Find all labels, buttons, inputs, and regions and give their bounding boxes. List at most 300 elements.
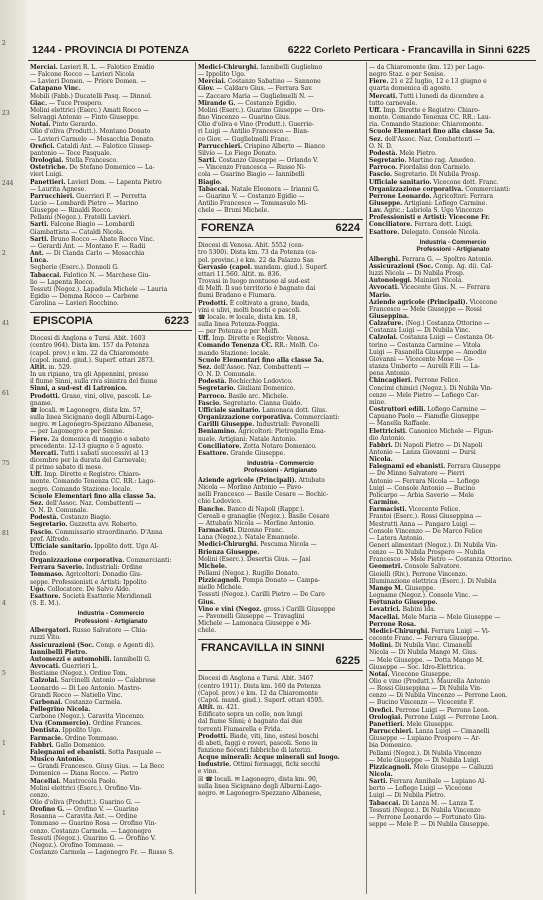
text-line: (centro 1911). Dista km. 160 da Potenza <box>198 682 321 690</box>
text-line: Ugo. Collocatore. De Salvo Aldo. <box>30 585 131 593</box>
text-line: Esattore. Delegato. Console Nicola. <box>369 228 481 236</box>
text-line: ☎ locali. ✉ Lagonegro, dista km. 57, <box>30 406 143 414</box>
text-line: Gius. <box>198 598 216 606</box>
text-line: Nicola — Di Nubila Mango M. Gius. <box>369 649 478 657</box>
text-line: Autonoleggi. Mainieri Nicola. <box>369 277 464 285</box>
text-line: Tabaccai. Falotico N. — Marchese Giu- <box>30 271 151 279</box>
text-line: torrenti Fiumarella e Frida. <box>198 725 283 733</box>
text-line: Brienza Giuseppe. <box>198 548 260 556</box>
text-line: cenzo. Costanzo Carmela. — Lagonegro <box>30 827 152 835</box>
text-line: Orofino G. — Orofino V. — Guarino <box>30 806 139 814</box>
text-line: — Vincenzo Francesca — Russo Ni- <box>198 164 306 172</box>
text-line: Conciliatore. Ferrara dott. Luigi. <box>369 221 473 229</box>
text-line: cenzo — Di Nubila Prospero — Nubila <box>369 549 485 557</box>
text-line: Giac. — Tuce Prospero. <box>30 99 103 107</box>
margin-mark: 81 <box>2 530 10 537</box>
text-line: Fiere. 21 e 22 luglio, 12 e 13 giugno e <box>369 78 487 86</box>
text-line: ri Luigi — Antilio Francesco — Bian- <box>198 128 309 136</box>
town-heading-francavilla <box>198 639 363 671</box>
text-line: O. N. D. Comunale. <box>198 371 257 379</box>
text-line: (capol. prov.) e km. 22 da Chiaromonte <box>30 349 149 357</box>
text-line: O. N. D. <box>369 142 393 150</box>
text-line: Olio d'oliva (Produtt.). Montano Donato <box>30 128 151 136</box>
text-line: il primo sabato di mese. <box>30 464 104 472</box>
text-line: — Laurita Agnese. <box>30 185 87 193</box>
text-line: ☒ ☎ locali. ✉ Lagonegro, dista km. 90, <box>198 775 318 783</box>
text-line: — Perrone Leonardo — Fortunato Giu- <box>369 813 487 821</box>
text-line: Molini elettrici (Eserc.). Orofino Vin- <box>30 784 142 792</box>
text-line: Fiere. 2a domenica di maggio e sabato <box>30 435 150 443</box>
section-heading <box>30 610 192 625</box>
text-line: Diocesi di Venosa. Abit. 5552 (cen- <box>198 242 304 250</box>
text-line: Dentista. Ippolito Ugo. <box>30 727 103 735</box>
text-line: Medici-Chirurghi. Iannibelli Guglielmo <box>198 64 323 71</box>
text-line: Pellami (Negoz.). Rugillo Donato. <box>198 570 300 577</box>
text-line: Segherie (Eserc.). Donnoli G. <box>30 264 119 272</box>
margin-mark: 75 <box>2 460 10 467</box>
text-line: Carbone (Negoz.). Caravita Vincenzo. <box>30 713 145 721</box>
text-line: Mango M. Giuseppe. <box>369 584 436 592</box>
margin-mark: 41 <box>2 320 10 327</box>
text-line: Pellegrino Nicola. <box>30 705 91 713</box>
text-line: Uff. Imp. Dirette e Registro: Chiaro- <box>369 106 480 114</box>
text-line: Mobili (Fabb.) Ducatelli Pasq. — Dinnol. <box>30 92 152 100</box>
text-line: Molini elettrici (Eserc.) Amati Rocco — <box>30 106 150 114</box>
francavilla-description <box>198 675 363 797</box>
text-line: — Falcone Rocco — Lavieri Nicola <box>30 71 135 79</box>
text-line: Falegnami ed ebanisti. Ferrara Giuseppe <box>369 463 501 471</box>
text-line: (centro 964). Dista km. 157 da Potenza <box>30 342 150 350</box>
text-line: Bestiame (Negoz.). Ordine Tom. <box>30 670 128 678</box>
text-line: Carolina — Lavieri Rocchino. <box>30 300 119 308</box>
text-line: nuele. Artigiani: Natale Antonio. <box>198 435 297 443</box>
text-line: pol. provinc.) e km. 22 da Palazzo San <box>198 256 314 264</box>
text-line: Mario. <box>369 291 391 299</box>
text-line: cenzo — Di Nubila Vincenzo — Perrone Leon. <box>369 692 508 700</box>
section-title: Industria - Commercio <box>247 459 314 467</box>
text-line: Olio d'oliva e Vino (Produtt.). Guerrie- <box>198 121 314 129</box>
text-line: Costanza Luigi — Di Nubila Vinc. <box>369 327 471 335</box>
text-line: nelli Francesco — Basile Cesare — Bochic- <box>198 491 329 499</box>
text-line: (Negoz.). Orofino Tommaso. — <box>30 841 124 849</box>
text-line: dio Antonio. <box>369 434 406 442</box>
text-line: seppe. Professionisti e Artisti: Ippolito <box>30 578 147 586</box>
header-left: 1244 - PROVINCIA DI POTENZA <box>32 44 190 56</box>
text-line: seppe — Mele P. — Di Nubila Giuseppe. <box>369 821 490 829</box>
text-line: Iannibelli Pietro. <box>30 648 88 656</box>
text-line: — da Chiaromonte (km. 12) per Lago- <box>369 64 485 71</box>
text-line: (capol. mand. giud.). Superf. ettari 2873. <box>30 356 155 364</box>
margin-mark: 23 <box>2 110 10 117</box>
text-line: Antonio — Lanza Giovanni — Dursi <box>369 448 476 456</box>
text-line: Segretario. Giuliani Domenico. <box>198 385 296 393</box>
text-line: Parroco. Fiordalisi don Carmelo. <box>369 164 471 172</box>
text-line: Sinni, a sud-est di Latronico. <box>30 385 128 393</box>
text-line: — Mele Giuseppe. — Dotta Mango M. <box>369 656 484 664</box>
text-line: Beniamino. Agricoltori: Pietrogalla Ema- <box>198 428 326 436</box>
text-line: Molini (Eserc.). Desertis Gius. — Jasi <box>198 555 311 563</box>
town-heading-episcopia <box>30 312 192 331</box>
text-line: — Manella Raffaele. <box>369 420 431 428</box>
text-line: Fascio. Segretario. Di Nubila Prosp. <box>369 171 481 179</box>
text-line: — Pavonelli Giuseppe — Travaglini <box>198 612 305 620</box>
text-line: cola — Guarino Biagio — Iannibelli <box>198 171 305 179</box>
text-line: — Zaccaro Maria — Guglielmelli N. — <box>198 92 314 100</box>
text-line: bia Domenico. <box>369 742 413 750</box>
text-line: Tessuti (Negoz.). Carilli Pietro — De Caro <box>198 591 325 599</box>
town-name: FORENZA <box>201 222 255 235</box>
text-line: Antonio — Ferrara Nicola — Lofiego <box>369 477 480 485</box>
text-line: Mirande G. — Costanzo Egidio. <box>198 99 297 107</box>
text-line: sulla linea Potenza-Foggia. <box>198 321 280 328</box>
section-subtitle: Professioni - Artigianato <box>416 246 490 254</box>
text-line: Silvio — Lo Fiego Donato. <box>198 149 277 157</box>
text-line: Notai. Vicecone Giuseppe. <box>369 670 452 678</box>
town-number: 6224 <box>335 222 360 235</box>
text-line: Sarti. Bruno Rocco — Abate Rocco Vinc. <box>30 235 155 243</box>
text-line: Trovasi in luogo montuoso al sud-est <box>198 278 310 286</box>
text-line: funzione fiorenti fabbriche di laterizi. <box>198 746 312 754</box>
text-line: Perrone Leonardo. Agricoltori: Ferrara <box>369 192 494 200</box>
text-line: Giuseppe — Rinaldi Rocco. <box>30 207 112 215</box>
text-line: Fascio. Commissario straordinario. D'Anna <box>30 528 163 536</box>
text-line: negro. ✉ Lagonegro-Spezzano Albanese, <box>30 421 154 429</box>
corleto-trades-continued <box>30 64 192 307</box>
text-line: Musico Antonio. <box>30 756 85 764</box>
header-right: 6222 Corleto Perticara - Francavilla in Sinni 6225 <box>287 44 530 56</box>
text-line: — Bucino Vincenzo — Vicecente F. <box>369 699 475 707</box>
margin-mark: 61 <box>2 390 10 397</box>
text-line: Calzolai. Costanza Luigi — Costanza Ot- <box>369 334 495 342</box>
text-line: Luca. <box>30 257 49 265</box>
text-line: dal fiume Sinni; è bagnato dai due <box>198 718 303 726</box>
text-line: O. N. D. Comunale. <box>30 507 89 515</box>
text-line: Altit. m. 421. <box>198 704 240 712</box>
text-line: pena Antonio. <box>369 370 412 378</box>
text-line: stanza Umberto — Aurelli F.lli — La- <box>369 363 480 371</box>
text-line: Domenico — Diana Rocco. — Pietro <box>30 770 139 778</box>
text-line: Giuseppe — Lupiano Prospero — Ar- <box>369 735 481 743</box>
text-line: Carilli Giuseppe. Industriali: Pavonelli <box>198 421 320 429</box>
page-header <box>28 44 536 60</box>
text-line: Cereali e granaglie (Negoz.). Basile Cesare <box>198 512 330 520</box>
text-line: di Melfi. Il suo territorio è bagnato dai <box>198 285 316 293</box>
text-line: Automezzi e automobili. Iannibelli G. <box>30 655 151 663</box>
text-line: Sarti. Costanzo Giuseppe — Orlando V. <box>198 157 319 165</box>
text-line: Giovanni — Vicecente Mose — Co- <box>369 355 474 363</box>
text-line: — Guarino V. — Costanzo Egidio — <box>198 192 305 200</box>
text-line: Fabbri. Di Napoli Pietro — Di Napoli <box>369 441 483 449</box>
text-line: Alberghi. Ferrara G. — Spoltro Antonio. <box>369 255 494 263</box>
text-line: — Rossi Giuseppina — Di Nubila Vin- <box>369 685 483 693</box>
text-line: — Lavieri Carmelo — Mosacchia Donato. <box>30 135 155 143</box>
text-line: Tessuti (Negoz.). Guarino G. — Orofino V. <box>30 834 156 842</box>
margin-mark: 244 <box>2 180 14 187</box>
text-line: chio Lodovico. <box>198 498 242 506</box>
text-line: — Lavieri Domen. — Priore Domen. — <box>30 78 147 86</box>
margin-mark: 2 <box>2 250 6 257</box>
text-line: vini e ulivi, molti boschi e pascoli. <box>198 306 301 314</box>
text-line: Fabbri. Gallo Domenico. <box>30 741 106 749</box>
text-line: Luigi — Console Antonio — Bucino <box>369 484 475 492</box>
town-heading-forenza <box>198 219 363 238</box>
column-1 <box>30 64 192 894</box>
text-line: Edificato sopra un colle, non lungi <box>198 711 303 719</box>
header-rule <box>28 60 536 61</box>
text-line: Merciai. Lavieri R. L. — Falotico Emidio <box>30 64 155 71</box>
text-line: co Giov. — Guglielmelli Franc. <box>198 135 291 143</box>
page-binding-edge <box>0 0 26 900</box>
text-line: Sarti. Falcone Biagio — Lombardi <box>30 221 135 229</box>
text-line: Avvocati. Guerrieri L. <box>30 663 98 671</box>
text-line: Segretario. Guzzetta avv. Roberto. <box>30 521 138 529</box>
text-line: niello Michele. <box>198 584 243 592</box>
text-line: ruzzi Vito. <box>30 634 61 642</box>
text-line: berto — Lofiego Luigi — Vicecone <box>369 785 473 793</box>
margin-mark: 1 <box>2 740 6 747</box>
text-line: Esattore. Società Esattorie Meridionali <box>30 592 152 600</box>
town-number: 6225 <box>335 655 360 668</box>
text-line: Sez. dell'Assoc. Naz. Combattenti — <box>198 363 310 371</box>
text-line: Tessuti (Negoz.). Di Nubila Vincenzo <box>369 806 481 814</box>
text-line: Conciliatore. Zotta Notaro Domenico. <box>198 442 317 450</box>
text-line: — Ippolito Ugo. <box>198 71 246 79</box>
text-line: Prodotti. È coltivato a grano, biada, <box>198 299 310 307</box>
text-line: Olio d'oliva (Produtt.). Guarino G. — <box>30 799 141 806</box>
text-line: Selvaggi Antonio — Finto Giuseppe. <box>30 114 140 122</box>
text-line: Vino e vini (Negoz. gross.) Carilli Giuseppe <box>198 605 336 613</box>
text-line: Uva (Commercio). Ordine Frances. <box>30 720 143 728</box>
text-line: Tessuti (Negoz.). Lapadula Michele — Lauria <box>30 285 168 293</box>
text-line: Illuminazione elettrica (Eserc.). Di Nubila <box>369 577 497 585</box>
text-line: Geometri. Console Salvatore. <box>369 563 462 571</box>
text-line: Generi alimentari (Negoz.). Di Nubila Vin- <box>369 542 498 549</box>
text-line: Medici-Chirurghi. Ferrara Luigi — Vi- <box>369 627 490 635</box>
text-line: cecente Franc. — Ferrara Giuseppe. <box>369 635 480 643</box>
text-line: Catapano Vinc. <box>30 85 81 93</box>
text-line: Francesco — Mele Pietro — Costanza Ottorino. <box>369 556 513 564</box>
text-line: Leonardo — Di Leo Antonio. Mastro- <box>30 684 142 692</box>
text-line: Sez. dell'Assoc. Naz. Combattenti — <box>369 135 481 143</box>
text-line: Macellai. Mele Maria — Mele Giuseppe — <box>369 613 501 621</box>
text-line: Nicola — Morlino Antonio — Pavo- <box>198 484 304 492</box>
text-line: Acque minerali: Acque minerali sul luogo. <box>198 754 340 762</box>
text-line: negro. ✉ Lagonegro-Spezzano Albanese, <box>198 789 322 797</box>
text-line: Mercati. Tutti i sabati successivi al 13 <box>30 449 149 457</box>
text-line: Levatrici. Babini Ida. <box>369 606 436 614</box>
text-line: Uff. Imp. Dirette e Registro: Chiaro- <box>30 471 141 479</box>
text-line: — per Potenza e per Melfi. <box>198 328 280 336</box>
text-line: Assicurazioni (Soc. Comp. Ag. di). Cal- <box>369 262 493 270</box>
text-line: quarta domenica di agosto. <box>369 85 452 93</box>
text-line: Ufficiale sanitario. Vicecone dott. Franc. <box>369 178 499 186</box>
text-line: Egidio — Demma Rocco — Carbone <box>30 293 139 300</box>
section-heading <box>369 239 537 254</box>
text-line: fredo. <box>30 550 48 557</box>
margin-mark: 5 <box>2 670 6 677</box>
text-line: fino Vincenzo — Guarino Gius. <box>198 114 291 122</box>
text-line: di abeti, faggi e roveri, pascoli. Sono in <box>198 739 318 747</box>
column-divider <box>195 62 196 894</box>
text-line: Rosanna — Caravita Ant. — Ordine <box>30 813 138 821</box>
text-line: Pizzicagnoli. Mele Giuseppe — Calluzzi <box>369 763 493 771</box>
text-line: il fiume Sinni, sulla riva sinistra del fiume <box>30 378 158 386</box>
text-line: tro 5300). Dista km. 73 da Potenza (ca- <box>198 249 318 257</box>
text-line: Uff. Imp. Dirette e Registro: Venosa. <box>198 335 310 343</box>
text-line: Giov. — Caldaro Gius. — Ferrara Sav. <box>198 85 313 93</box>
text-line: Molini (Eserc.). Guarino Giuseppe — Oro- <box>198 106 326 114</box>
text-line: Altit. m. 529. <box>30 363 72 371</box>
text-line: ☎ locale. ✉ locale, dista km. 18, <box>198 313 298 321</box>
text-line: gname. <box>30 399 53 407</box>
text-line: Organizzazione corporativa. Commercianti: <box>369 185 511 193</box>
text-line: Ant. — Di Cianda Carlo — Mosacchia <box>30 250 145 258</box>
text-line: Tabaccai. Natale Eleonora — Irianni G. <box>198 185 320 193</box>
text-line: Scuole Elementari fino alla classe 5a. <box>198 356 324 364</box>
text-line: (Capol. prov.) e km. 12 da Chiaromonte <box>198 689 318 697</box>
text-line: prof. Alfredo. <box>30 535 71 543</box>
text-line: Fascio. Segretario. Cianna Guido. <box>198 399 303 407</box>
text-line: Notai. Pinto Gerardo. <box>30 121 98 129</box>
text-line: Orefici. Perrone Luigi — Perrone Leon. <box>369 706 490 714</box>
text-line: Ufficiale sanitario. Ippolito dott. Ugo Al- <box>30 542 159 550</box>
text-line: Carmine. <box>369 499 400 507</box>
text-line: Tabaccai. Di Lanza M. — Lanza T. <box>369 799 475 807</box>
forenza-description <box>198 242 363 457</box>
francavilla-description-continued <box>369 64 537 236</box>
text-line: Podestà. Costanzo Biagio. <box>30 514 112 522</box>
text-line: negro. Comando Stazione: locale. <box>30 485 133 493</box>
text-line: Podestà. Bochicchio Lodovico. <box>198 378 293 386</box>
text-line: Fortunato Giuseppe. <box>369 599 438 607</box>
text-line: Luigi — Di Nubila Pietro. <box>369 792 446 800</box>
text-line: Podestà. Mele Pietro. <box>369 149 437 157</box>
text-line: ettari 11.560. Altit. m. 836. <box>198 270 282 278</box>
text-line: Concimi chimici (Negoz.). Di Nubila Vin- <box>369 384 493 392</box>
text-line: Scuole Elementari fino alla classe 5a. <box>30 492 156 500</box>
text-line: Policarpo — Arbia Saverio — Mele <box>369 491 474 499</box>
text-line: Costanzo Carmela — Lagonegro Fr. — Russo S. <box>30 849 175 857</box>
margin-mark: 2 <box>2 40 6 47</box>
text-line: — Latera Antonio. <box>369 534 425 542</box>
text-line: Ufficiale sanitario. Lamonaca dott. Gius. <box>198 406 328 414</box>
town-name: EPISCOPIA <box>33 315 93 328</box>
text-line: monte. Comando Tenenza CC. RR.: Lau- <box>369 114 491 122</box>
text-line: Lana (Negoz.). Natale Emanuele. <box>198 534 300 542</box>
text-line: Farmacisti. Vicecente Felice. <box>369 506 461 514</box>
text-line: Giuseppina. <box>369 313 409 320</box>
text-line: Scuole Elementari fino alla classe 5a. <box>369 128 495 136</box>
text-line: Falegnami ed ebanisti. Sotta Pasquale — <box>30 748 162 756</box>
text-line: sulla linea Sicignano degli Alburni-Lago- <box>198 782 322 790</box>
text-line: Diocesi di Anglona e Tursi. Abit. 3467 <box>198 675 314 683</box>
section-title: Industria - Commercio <box>419 238 487 246</box>
text-line: Orologiai. Perrone Luigi — Perrone Leon. <box>369 713 499 721</box>
text-line: mando Stazione: locale. <box>198 349 271 357</box>
text-line: Pellami (Negoz.). Di Nubila Vincenzo <box>369 749 482 757</box>
text-line: Michele. <box>198 562 227 570</box>
text-line: Professionisti e Artisti: Vicecone Fr. <box>369 214 490 222</box>
text-line: Olio e vino (Produtt.). Maurella Antonio <box>369 677 490 685</box>
text-line: Medici-Chirurghi. Pescuma Nicola — <box>198 541 317 549</box>
text-line: monte. Comando Tenenza CC. RR.: Lago- <box>30 478 156 486</box>
text-line: chele. <box>198 627 217 635</box>
text-line: Grandi Rocco — Natiello Vinc. <box>30 691 123 699</box>
text-line: Mestrutti Anna — Pangaro Luigi — <box>369 520 476 528</box>
text-line: sulla linea Sicignano degli Alburni-Lago- <box>30 414 154 422</box>
margin-mark: 1 <box>2 810 6 817</box>
text-line: Orefici. Cataldi Ant. — Falotico Giusep- <box>30 142 152 150</box>
text-line: — Mele Giuseppe — Di Nubila Luigi. <box>369 756 481 764</box>
section-subtitle: Professioni - Artigianato <box>74 617 148 625</box>
episcopia-description <box>30 335 192 607</box>
text-line: chele — Bruni Michele. <box>198 207 270 215</box>
text-line: pantonio — Toce Pasquale. <box>30 149 112 157</box>
text-line: Pizzicagnoli. Pompa Donato — Campa- <box>198 577 320 585</box>
text-line: Giambattista — Cataldi Nicola. <box>30 228 125 236</box>
text-line: Banche. Banco di Napoli (Rappr.). <box>198 505 305 513</box>
text-line: mine. <box>369 398 386 406</box>
text-line: Pellami (Negoz.). Fratelli Lavieri. <box>30 214 132 222</box>
text-line: Industrie. Ottimi formaggi, fichi secchi <box>198 761 320 769</box>
text-line: negro Staz. e per Senise. <box>369 71 446 79</box>
text-line: Gioielli (Riv.). Perrone Vincenzo. <box>369 570 468 578</box>
text-line: Capuano Paolo — Fiamdle Giuseppe <box>369 413 480 421</box>
text-line: cenzo. <box>30 791 50 799</box>
text-line: Organizzazione corporativa. Commercianti: <box>198 414 340 422</box>
text-line: Calzolai. Sarcinelli Antonio — Calabrese <box>30 677 156 685</box>
text-line: Nicola. <box>369 771 393 778</box>
text-line: — Attubato Nicola — Morlino Antonio. <box>198 519 315 527</box>
text-line: — De Minno Salvatore — Pierri <box>369 470 465 478</box>
text-line: Prodotti. Biade, viti, lino, estesi boschi <box>198 732 319 740</box>
text-line: — Gerardi Ant. — Montano F. — Radii <box>30 242 146 250</box>
text-line: Calzature. (Neg.) Costanza Ottorino — <box>369 320 490 328</box>
francavilla-trades <box>369 256 537 829</box>
margin-mark: 4 <box>2 600 6 607</box>
text-line: Albergatori. Russo Salvatore — Chia- <box>30 627 148 635</box>
text-line: — per Lagonegro e per Senise. <box>30 428 125 436</box>
section-subtitle: Professioni - Artigianato <box>244 467 317 475</box>
text-line: In un ripiano, tra gli Appennini, presso <box>30 371 149 379</box>
text-line: Michele — Lamonaca Giuseppe e Mi- <box>198 620 312 628</box>
text-line: Chincaglieri. Perrone Felice. <box>369 377 461 385</box>
column-2 <box>198 64 363 894</box>
column-3 <box>369 64 537 894</box>
text-line: ria. Comando Stazione: Chiaromonte. <box>369 121 484 129</box>
text-line: Lav. Agric.: Labriola S. Ugo Vincenzo <box>369 207 484 215</box>
text-line: Ferrara Saverio. Industriali: Ordine <box>30 564 143 572</box>
text-line: cenzo — Mele Pietro — Lofiego Car- <box>369 391 480 399</box>
text-line: Parroco. Basile arc. Michele. <box>198 392 289 400</box>
text-line: Perrone Rosa. <box>369 620 417 628</box>
text-line: Console Vincenzo — De Marco Felice <box>369 527 483 535</box>
text-line: Frantoi (Eserc.). Rossi Giuseppina — <box>369 513 482 521</box>
section-heading <box>198 460 363 475</box>
text-line: Lucio — Lombardi Pietro — Marino <box>30 199 138 207</box>
text-line: fiumi Bradano e Fiumara. <box>198 292 277 300</box>
episcopia-trades <box>30 627 192 856</box>
text-line: Organizzazione corporativa. Commercianti: <box>30 557 172 565</box>
text-line: Macellai. Mastrocola Paolo. <box>30 777 118 785</box>
text-line: Panettieri. Mele Giuseppe. <box>369 720 454 728</box>
text-line: Panettieri. Lavieri Dom. — Lapenta Pietro <box>30 178 162 186</box>
text-line: Francesco — Mele Giuseppe — Rossi <box>369 305 482 313</box>
text-line: Prodotti. Grano, vini, olive, pascoli. Le- <box>30 392 153 400</box>
text-line: Carbonai. Costanzo Carmela. <box>30 698 123 706</box>
text-line: Diocesi di Anglona e Tursi. Abit. 1603 <box>30 335 146 343</box>
text-line: Giuseppe — Soc. Idro-Elettrica. <box>369 663 466 671</box>
